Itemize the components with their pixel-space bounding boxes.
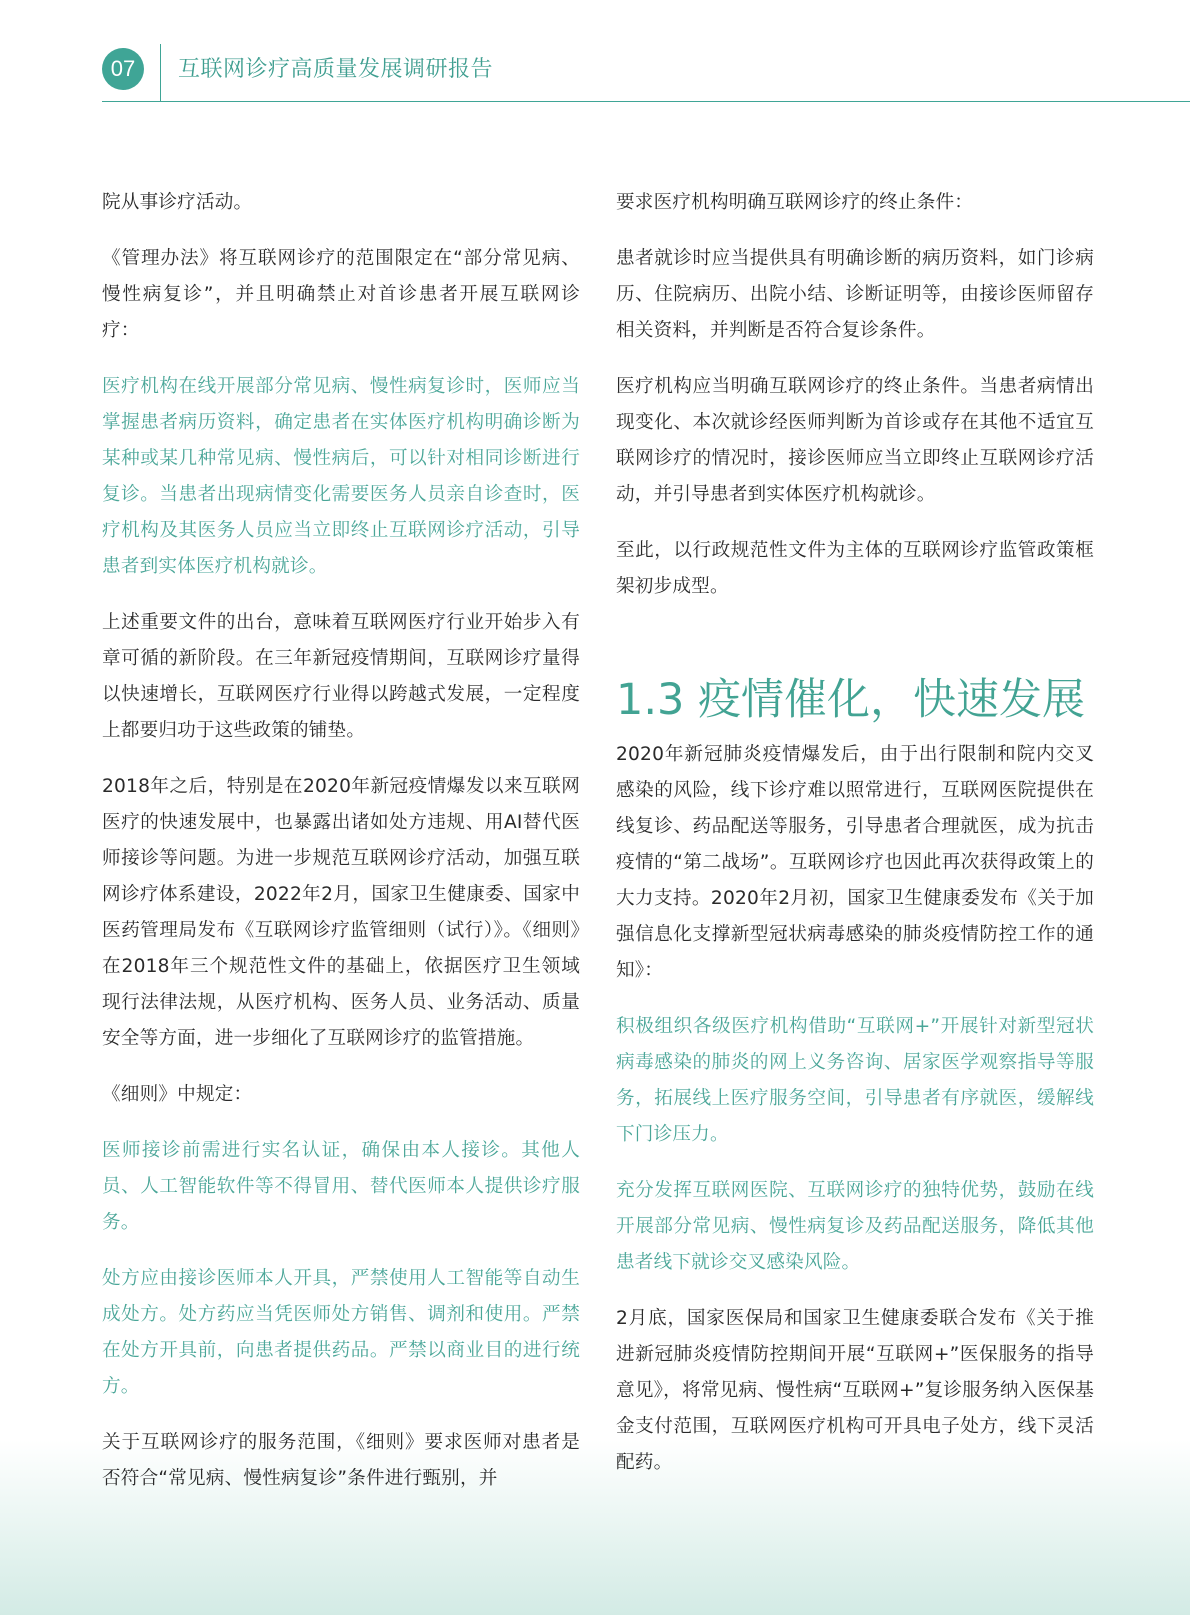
left-column xyxy=(102,185,580,1517)
quoted-regulation: 医疗机构在线开展部分常见病、慢性病复诊时，医师应当掌握患者病历资料，确定患者在实体医疗机构明确诊断为某种或某几种常见病、慢性病后，可以针对相同诊断进行复诊。当患者出现病情变化需要医务人员亲自诊查时，医疗机构及其医务人员应当立即终止互联网诊疗活动，引导患者到实体医疗机构就诊。 xyxy=(102,376,580,577)
paragraph: 《管理办法》将互联网诊疗的范围限定在“部分常见病、慢性病复诊”，并且明确禁止对首诊患者开展互联网诊疗： xyxy=(102,248,580,341)
quoted-regulation: 医师接诊前需进行实名认证，确保由本人接诊。其他人员、人工智能软件等不得冒用、替代医师本人提供诊疗服务。 xyxy=(102,1140,580,1233)
paragraph: 2月底，国家医保局和国家卫生健康委联合发布《关于推进新冠肺炎疫情防控期间开展“互联网+”医保服务的指导意见》，将常见病、慢性病“互联网+”复诊服务纳入医保基金支付范围，互联网医疗机构可开具电子处方，线下灵活配药。 xyxy=(616,1308,1094,1473)
page-number-badge: 07 xyxy=(102,48,144,90)
report-title: 互联网诊疗高质量发展调研报告 xyxy=(178,57,494,82)
paragraph: 至此，以行政规范性文件为主体的互联网诊疗监管政策框架初步成型。 xyxy=(616,540,1094,597)
paragraph: 2020年新冠肺炎疫情爆发后，由于出行限制和院内交叉感染的风险，线下诊疗难以照常进行，互联网医院提供在线复诊、药品配送等服务，引导患者合理就医，成为抗击疫情的“第二战场”。互联网诊疗也因此再次获得政策上的大力支持。2020年2月初，国家卫生健康委发布《关于加强信息化支撑新型冠状病毒感染的肺炎疫情防控工作的通知》： xyxy=(616,744,1094,981)
paragraph: 院从事诊疗活动。 xyxy=(102,192,253,213)
paragraph: 上述重要文件的出台，意味着互联网医疗行业开始步入有章可循的新阶段。在三年新冠疫情期间，互联网诊疗量得以快速增长，互联网医疗行业得以跨越式发展，一定程度上都要归功于这些政策的铺垫。 xyxy=(102,612,580,741)
paragraph: 要求医疗机构明确互联网诊疗的终止条件： xyxy=(616,192,974,213)
header-divider xyxy=(160,44,161,101)
header-rule xyxy=(102,101,1190,102)
right-column xyxy=(616,185,1094,1501)
quoted-regulation: 充分发挥互联网医院、互联网诊疗的独特优势，鼓励在线开展部分常见病、慢性病复诊及药品配送服务，降低其他患者线下就诊交叉感染风险。 xyxy=(616,1180,1094,1273)
quoted-regulation: 积极组织各级医疗机构借助“互联网+”开展针对新型冠状病毒感染的肺炎的网上义务咨询、居家医学观察指导等服务，拓展线上医疗服务空间，引导患者有序就医，缓解线下门诊压力。 xyxy=(616,1016,1094,1145)
paragraph: 医疗机构应当明确互联网诊疗的终止条件。当患者病情出现变化、本次就诊经医师判断为首诊或存在其他不适宜互联网诊疗的情况时，接诊医师应当立即终止互联网诊疗活动，并引导患者到实体医疗机构就诊。 xyxy=(616,376,1094,505)
section-heading: 1.3 疫情催化，快速发展 xyxy=(616,675,1086,725)
quoted-regulation: 处方应由接诊医师本人开具，严禁使用人工智能等自动生成处方。处方药应当凭医师处方销售、调剂和使用。严禁在处方开具前，向患者提供药品。严禁以商业目的进行统方。 xyxy=(102,1268,580,1397)
paragraph: 患者就诊时应当提供具有明确诊断的病历资料，如门诊病历、住院病历、出院小结、诊断证明等，由接诊医师留存相关资料，并判断是否符合复诊条件。 xyxy=(616,248,1094,341)
paragraph: 关于互联网诊疗的服务范围，《细则》要求医师对患者是否符合“常见病、慢性病复诊”条件进行甄别，并 xyxy=(102,1432,580,1489)
paragraph: 2018年之后，特别是在2020年新冠疫情爆发以来互联网医疗的快速发展中，也暴露出诸如处方违规、用AI替代医师接诊等问题。为进一步规范互联网诊疗活动，加强互联网诊疗体系建设，2022年2月，国家卫生健康委、国家中医药管理局发布《互联网诊疗监管细则（试行）》。《细则》在2018年三个规范性文件的基础上，依据医疗卫生领域现行法律法规，从医疗机构、医务人员、业务活动、质量安全等方面，进一步细化了互联网诊疗的监管措施。 xyxy=(102,776,580,1049)
paragraph: 《细则》中规定： xyxy=(102,1084,253,1105)
